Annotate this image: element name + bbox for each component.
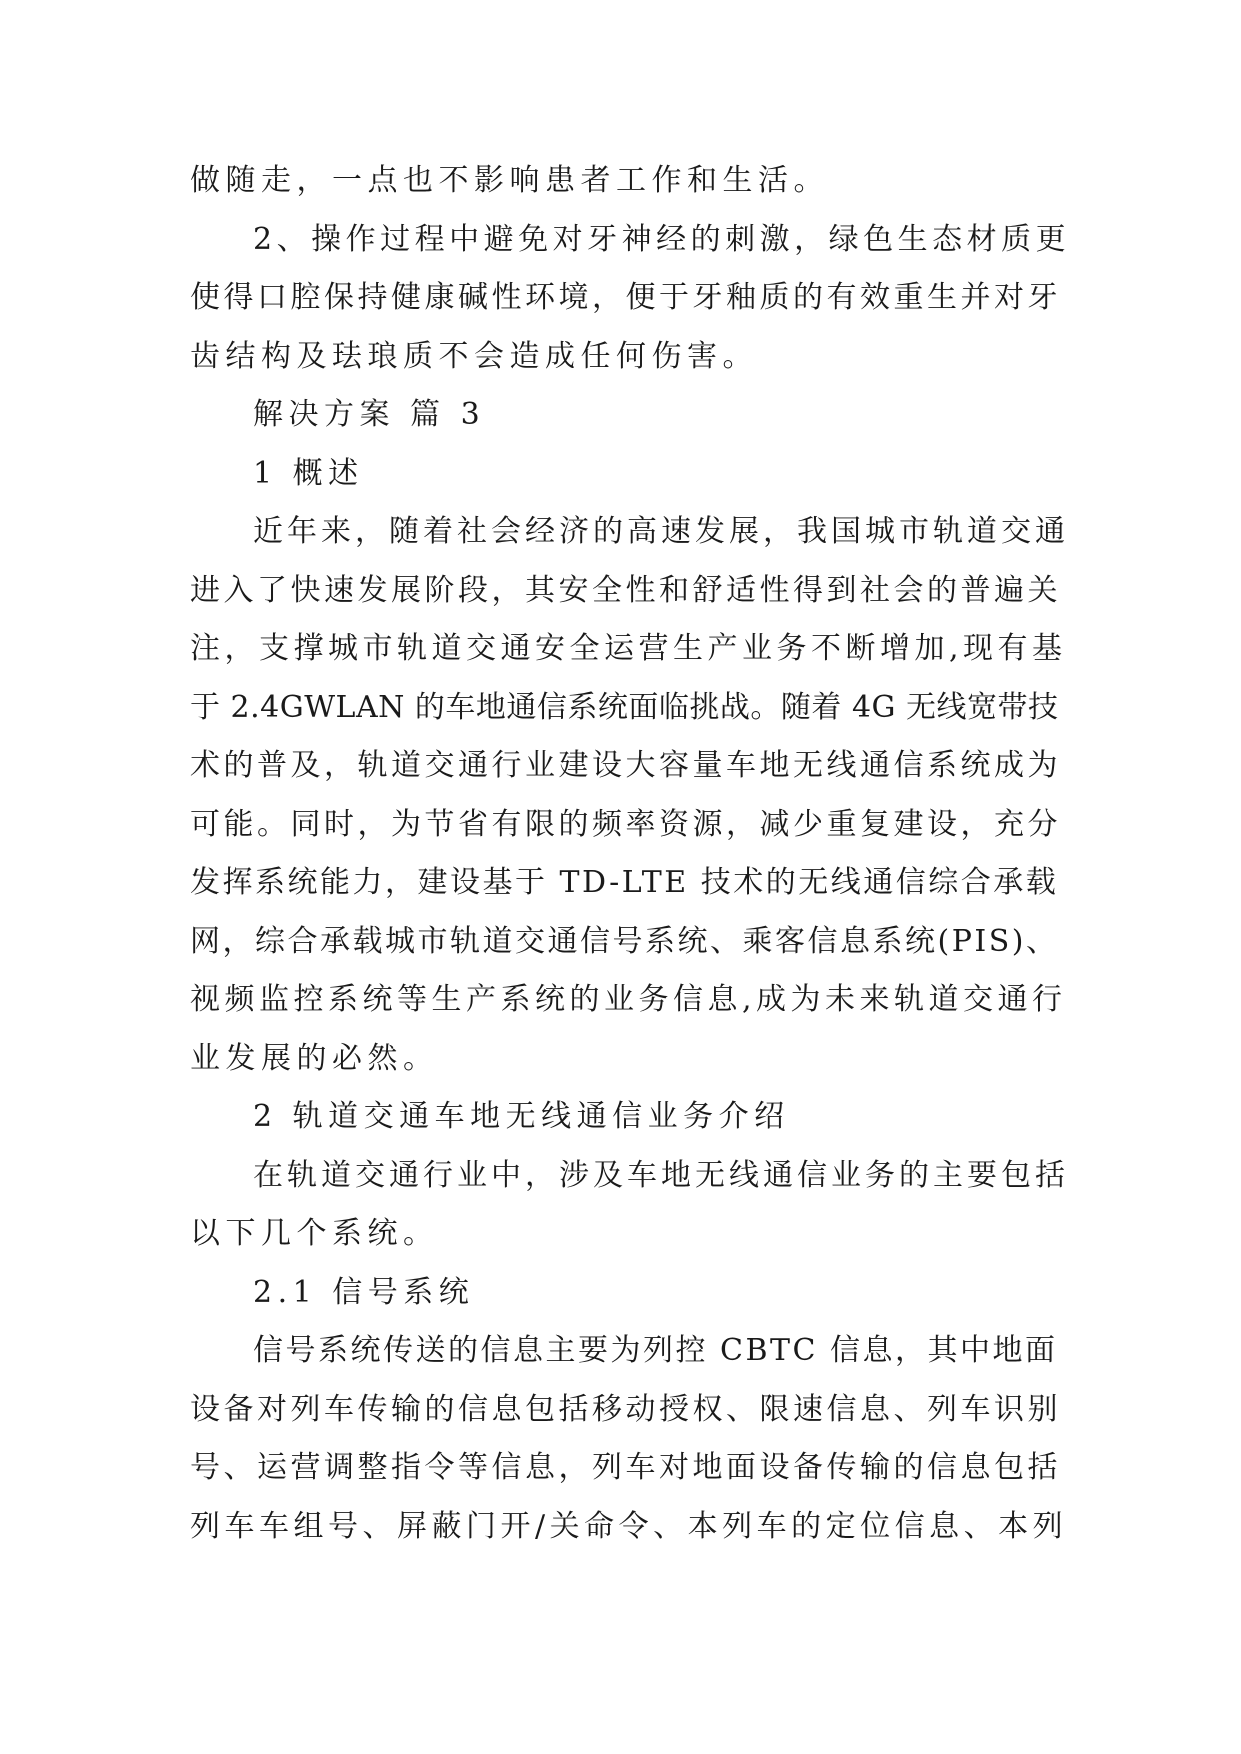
text-line: 2.1 信号系统 <box>253 1274 475 1310</box>
text-line: 进入了快速发展阶段，其安全性和舒适性得到社会的普遍关 <box>190 572 1061 608</box>
text-line: 发挥系统能力，建设基于 TD-LTE 技术的无线通信综合承载 <box>190 865 1059 900</box>
text-line: 在轨道交通行业中，涉及车地无线通信业务的主要包括 <box>253 1157 1069 1193</box>
text-line: 做随走，一点也不影响患者工作和生活。 <box>190 163 829 198</box>
text-line: 网，综合承载城市轨道交通信号系统、乘客信息系统(PIS)、 <box>190 923 1059 959</box>
text-line: 号、运营调整指令等信息，列车对地面设备传输的信息包括 <box>190 1450 1061 1485</box>
text-line: 于 2.4GWLAN 的车地通信系统面临挑战。随着 4G 无线宽带技 <box>190 689 1059 725</box>
text-line: 近年来，随着社会经济的高速发展，我国城市轨道交通 <box>253 514 1069 549</box>
text-line: 1 概述 <box>253 455 364 491</box>
text-line: 2、操作过程中避免对牙神经的刺激，绿色生态材质更 <box>253 221 1071 257</box>
text-line: 以下几个系统。 <box>190 1216 439 1251</box>
text-line: 术的普及，轨道交通行业建设大容量车地无线通信系统成为 <box>190 748 1061 783</box>
text-line: 列车车组号、屏蔽门开/关命令、本列车的定位信息、本列 <box>190 1508 1068 1544</box>
text-line: 使得口腔保持健康碱性环境，便于牙釉质的有效重生并对牙 <box>190 280 1061 315</box>
text-line: 业发展的必然。 <box>190 1040 439 1076</box>
text-line: 可能。同时，为节省有限的频率资源，减少重复建设，充分 <box>190 806 1061 842</box>
text-line: 注，支撑城市轨道交通安全运营生产业务不断增加,现有基 <box>190 631 1067 666</box>
text-line: 解决方案 篇 3 <box>253 397 486 432</box>
text-line: 视频监控系统等生产系统的业务信息,成为未来轨道交通行 <box>190 982 1067 1017</box>
text-line: 齿结构及珐琅质不会造成任何伤害。 <box>190 338 758 374</box>
text-line: 设备对列车传输的信息包括移动授权、限速信息、列车识别 <box>190 1391 1061 1427</box>
document-body <box>190 152 1070 1556</box>
text-line: 信号系统传送的信息主要为列控 CBTC 信息，其中地面 <box>253 1333 1058 1368</box>
text-line: 2 轨道交通车地无线通信业务介绍 <box>253 1099 790 1134</box>
